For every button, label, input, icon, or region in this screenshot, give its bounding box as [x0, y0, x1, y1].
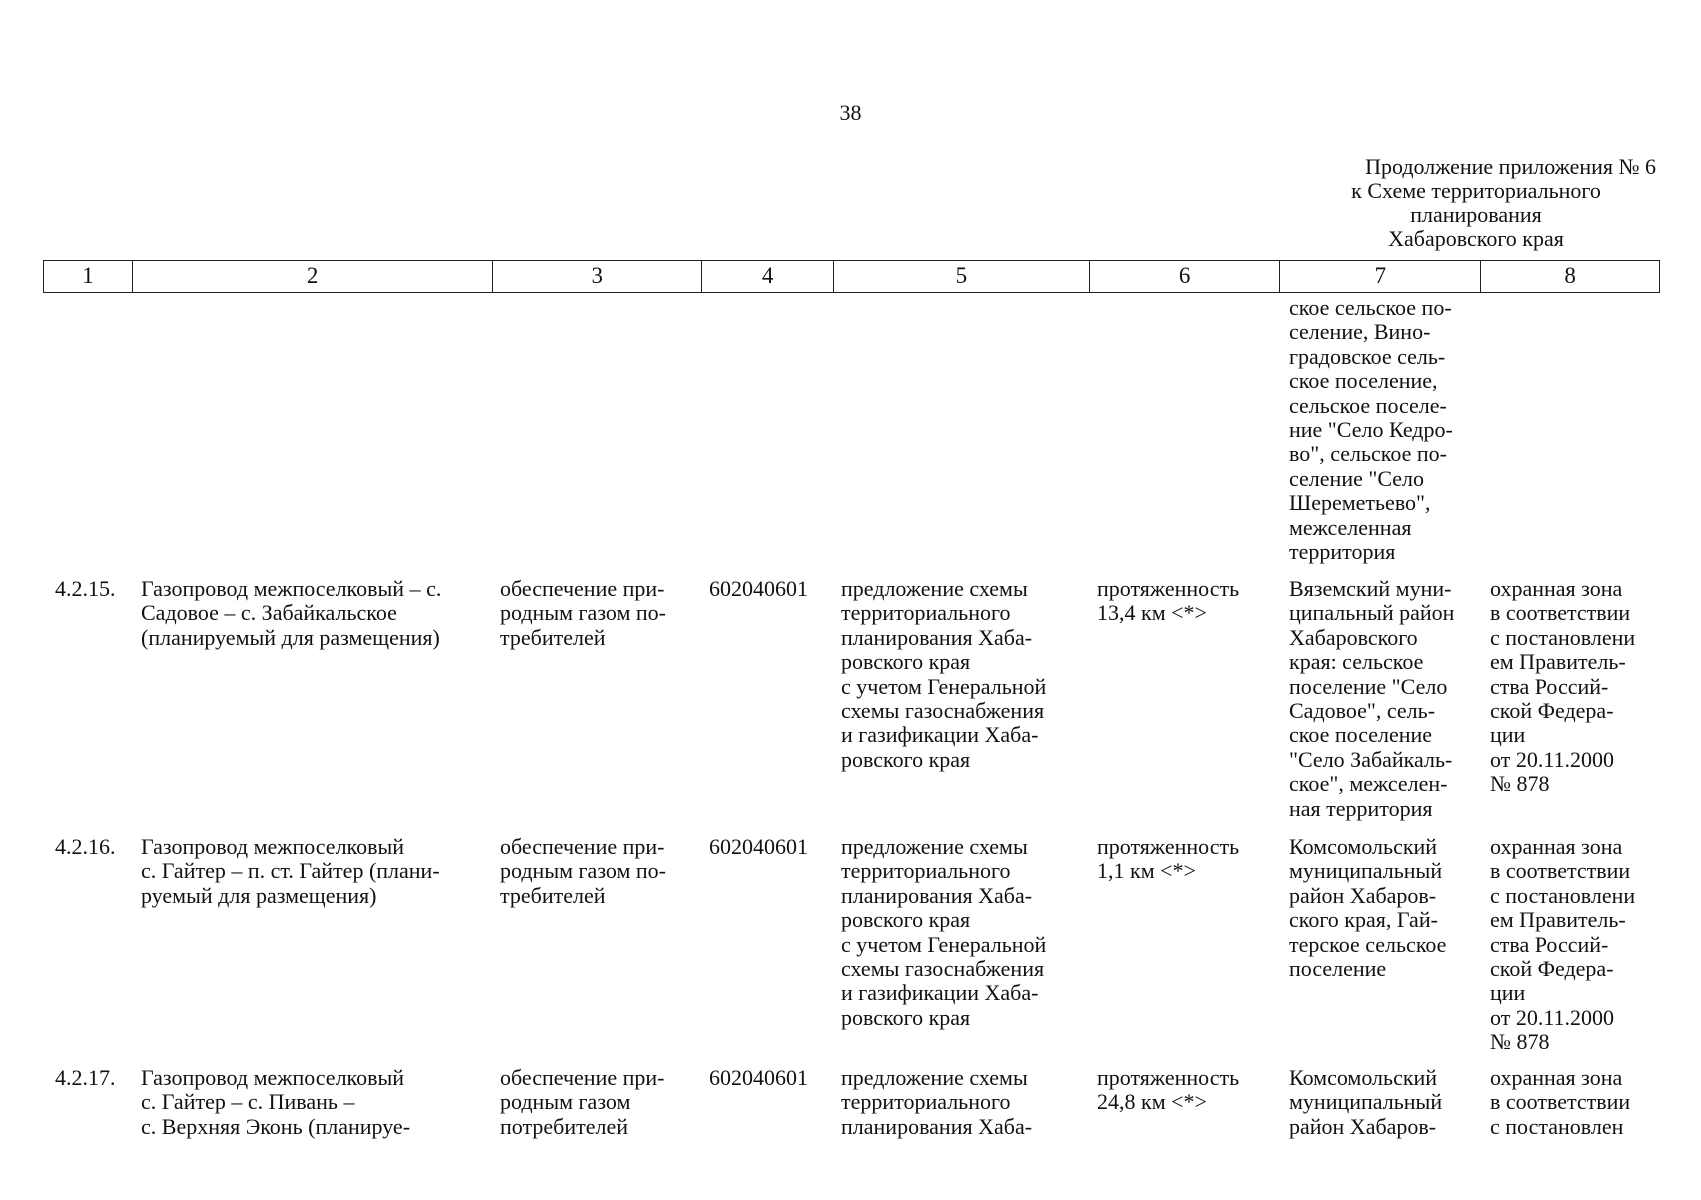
characteristics-cell: протяженность 1,1 км <*>	[1097, 834, 1240, 884]
header-col-1: 1	[44, 261, 133, 292]
appendix-caption	[1296, 155, 1656, 251]
row-number: 4.2.16.	[55, 834, 116, 859]
characteristics-cell: протяженность 13,4 км <*>	[1097, 576, 1240, 626]
location-cell: Комсомольский муниципальный район Хабаров- ского края, Гай- терское сельское поселение	[1289, 834, 1447, 982]
header-col-4: 4	[702, 261, 834, 292]
appendix-line-2: к Схеме территориального	[1351, 178, 1601, 203]
code-cell: 602040601	[709, 576, 808, 601]
header-col-3: 3	[493, 261, 702, 292]
location-cell: Вяземский муни- ципальный район Хабаровского края: сельское поселение "Село Садовое", сель- ское поселение "Село Забайкаль- ское", межселен- ная территория	[1289, 576, 1455, 821]
header-col-7: 7	[1280, 261, 1481, 292]
header-col-8: 8	[1564, 263, 1576, 288]
zone-cell: охранная зона в соответствии с постановлени ем Правитель- ства Россий- ской Федера- ции от 20.11.2000 № 878	[1490, 576, 1636, 797]
characteristics-cell: протяженность 24,8 км <*>	[1097, 1065, 1240, 1115]
table-header	[43, 260, 1660, 293]
object-name-cell: Газопровод межпоселковый с. Гайтер – п. ст. Гайтер (плани- руемый для размещения)	[141, 834, 440, 908]
purpose-cell: обеспечение при- родным газом по- требителей	[500, 834, 666, 908]
header-col-6: 6	[1090, 261, 1281, 292]
zone-cell: охранная зона в соответствии с постановлени ем Правитель- ства Россий- ской Федера- ции от 20.11.2000 № 878	[1490, 834, 1636, 1055]
appendix-line-4: Хабаровского края	[1388, 226, 1564, 251]
code-cell: 602040601	[709, 1065, 808, 1090]
location-cell: Комсомольский муниципальный район Хабаров-	[1289, 1065, 1443, 1139]
appendix-line-1: Продолжение приложения № 6	[1365, 154, 1656, 179]
row-number: 4.2.15.	[55, 576, 116, 601]
continued-location-cell: ское сельское по- селение, Вино- градовское сель- ское поселение, сельское поселе- ние "Село Кедро- во", сельское по- селение "Село Шереметьево", межселенная территория	[1289, 295, 1453, 565]
basis-cell: предложение схемы территориального планирования Хаба-	[841, 1065, 1033, 1139]
object-name-cell: Газопровод межпоселковый с. Гайтер – с. Пивань – с. Верхняя Эконь (планируе-	[141, 1065, 411, 1139]
row-number: 4.2.17.	[55, 1065, 116, 1090]
header-col-2: 2	[133, 261, 494, 292]
purpose-cell: обеспечение при- родным газом по- требителей	[500, 576, 666, 650]
page-number: 38	[839, 100, 862, 125]
appendix-line-3: планирования	[1410, 202, 1542, 227]
code-cell: 602040601	[709, 834, 808, 859]
purpose-cell: обеспечение при- родным газом потребителей	[500, 1065, 665, 1139]
object-name-cell: Газопровод межпоселковый – с. Садовое – с. Забайкальское (планируемый для размещения)	[141, 576, 442, 650]
zone-cell: охранная зона в соответствии с постановлен	[1490, 1065, 1631, 1139]
basis-cell: предложение схемы территориального планирования Хаба- ровского края с учетом Генеральной схемы газоснабжения и газификации Хаба- ровского края	[841, 576, 1047, 772]
basis-cell: предложение схемы территориального планирования Хаба- ровского края с учетом Генеральной схемы газоснабжения и газификации Хаба- ровского края	[841, 834, 1047, 1030]
header-col-5: 5	[834, 261, 1090, 292]
